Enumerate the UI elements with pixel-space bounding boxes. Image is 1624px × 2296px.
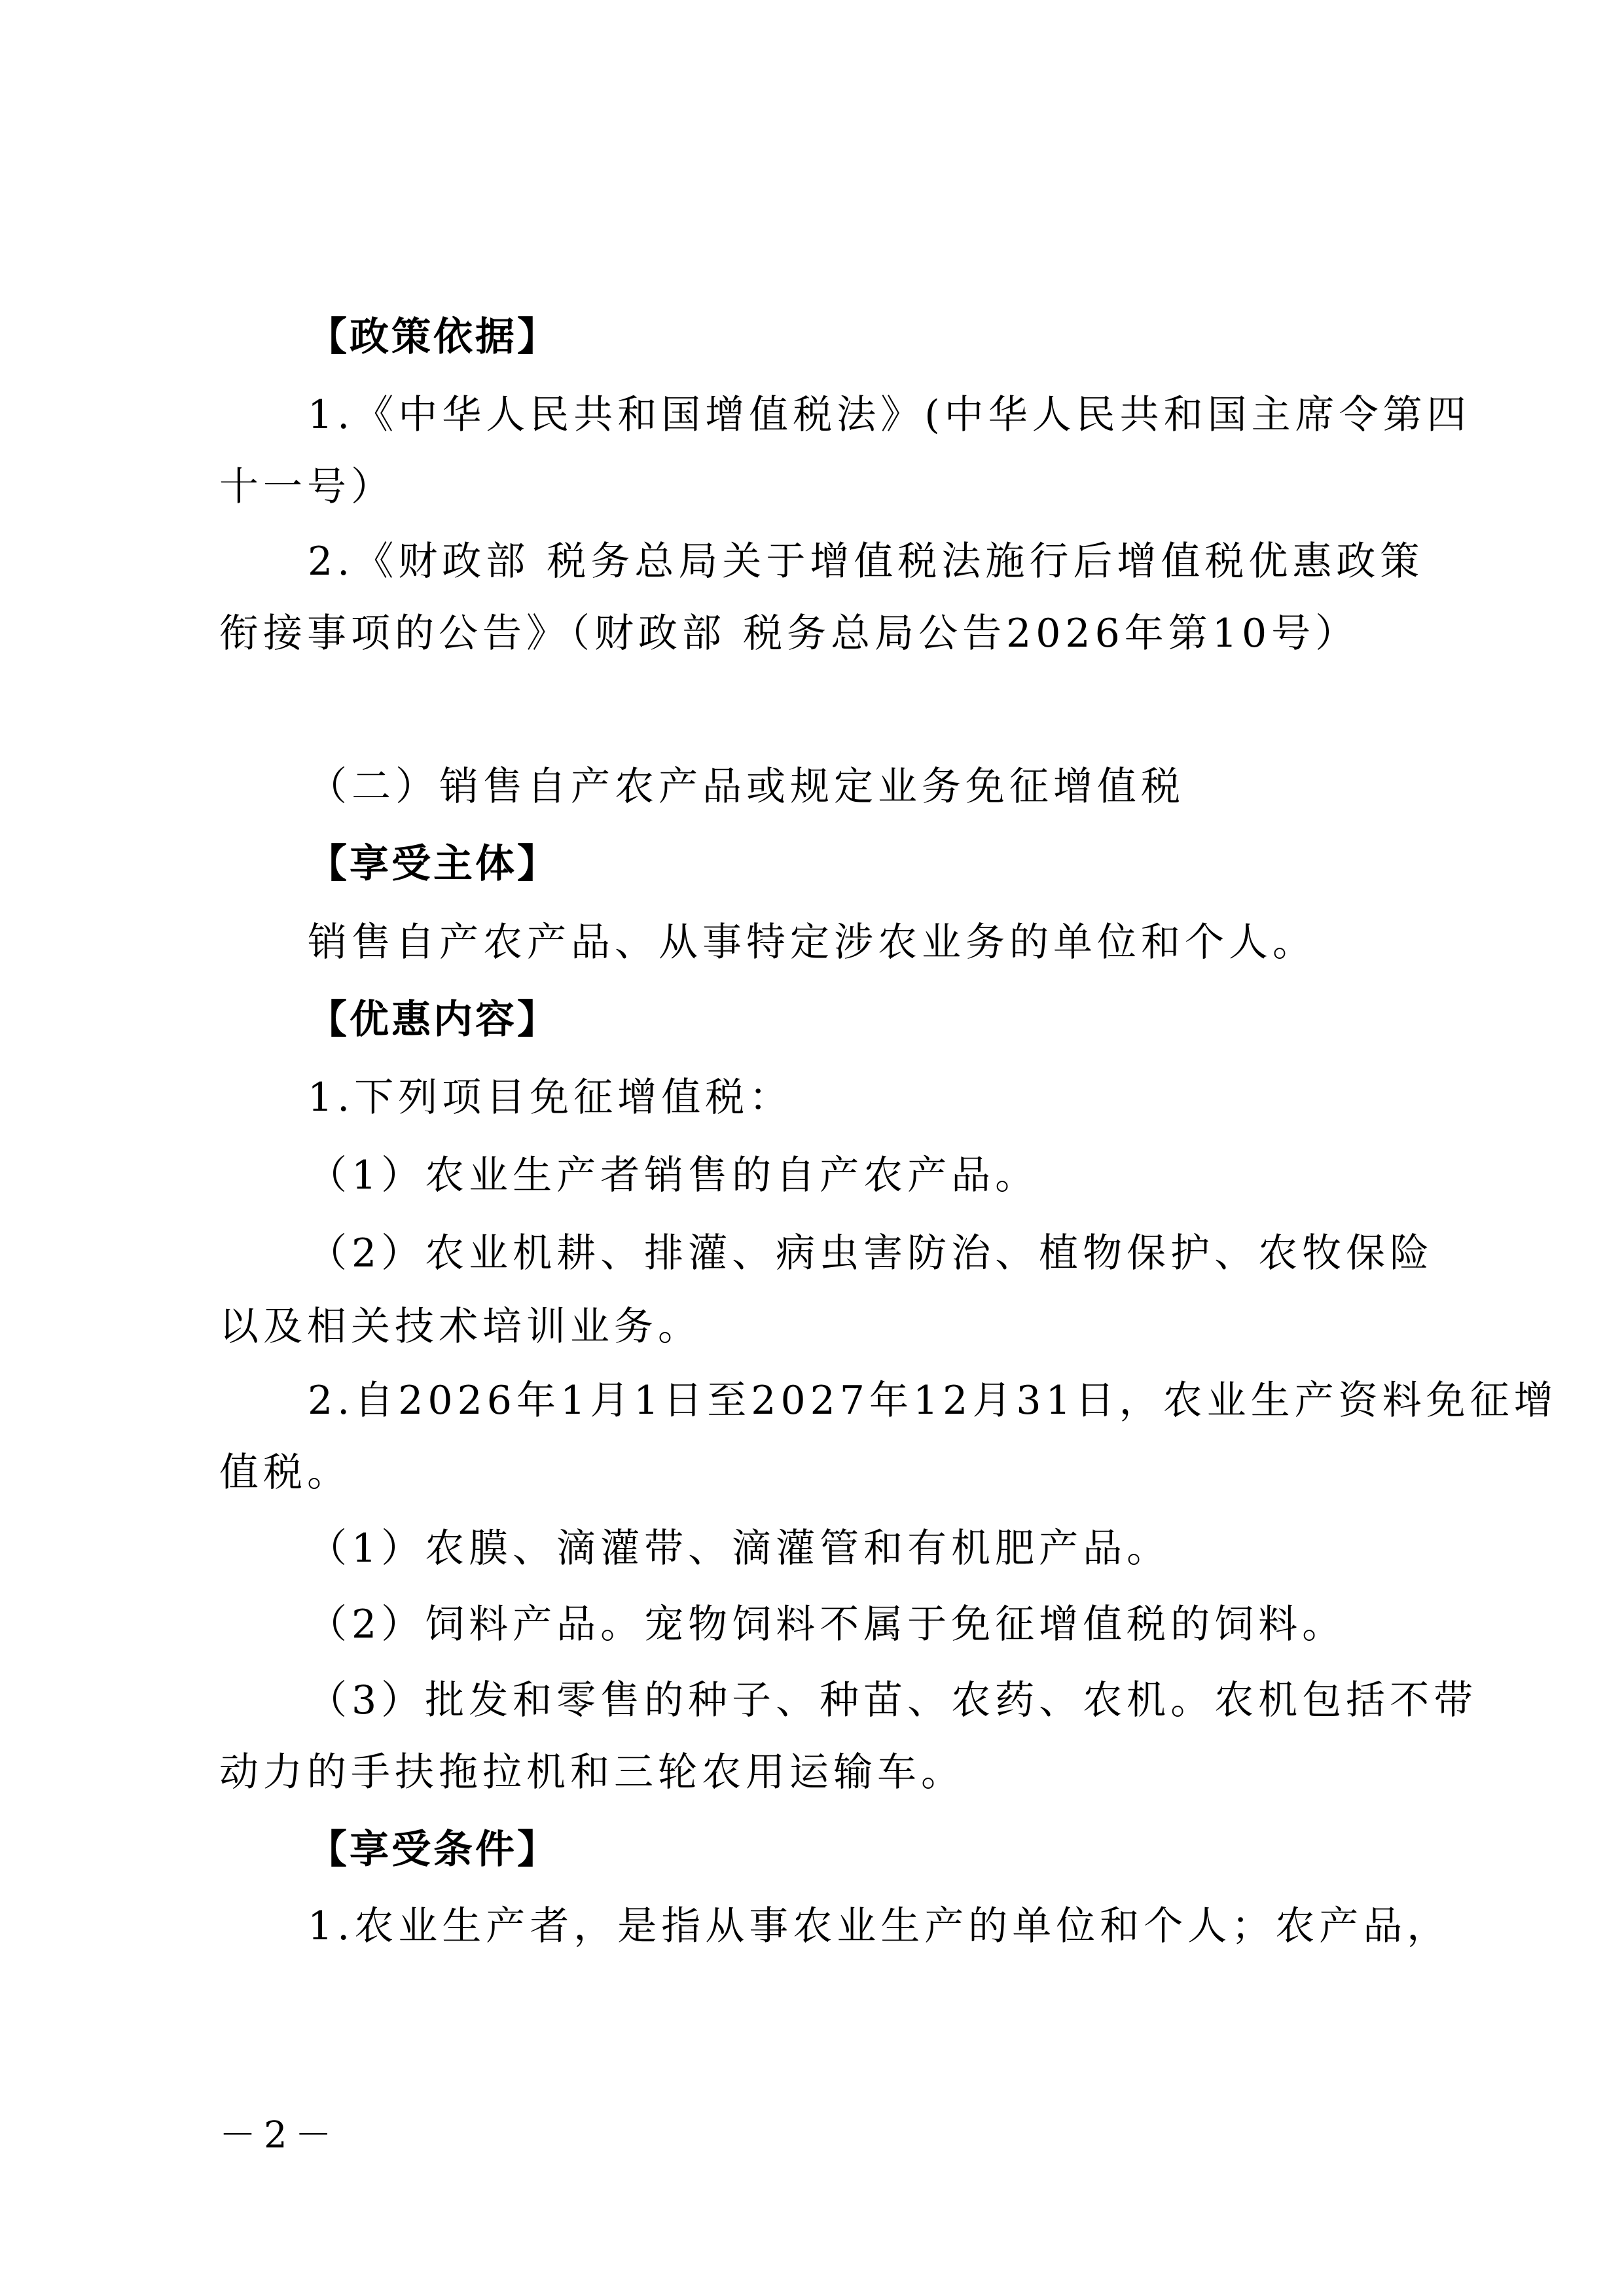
condition-line: 1.农业生产者，是指从事农业生产的单位和个人；农产品， <box>308 1903 1451 1949</box>
benefit-line: （1）农业生产者销售的自产农产品。 <box>308 1153 1039 1198</box>
subsection-title: （二）销售自产农产品或规定业务免征增值税 <box>308 764 1185 810</box>
page-number: －2－ <box>219 2114 340 2157</box>
benefit-heading: 【优惠内容】 <box>308 997 559 1043</box>
benefit-line: （3）批发和零售的种子、种苗、农药、农机。农机包括不带 <box>308 1677 1478 1723</box>
benefit-line: 1.下列项目免征增值税： <box>308 1075 793 1121</box>
subject-heading: 【享受主体】 <box>308 841 559 887</box>
policy-basis-item-2-line-1: 2.《财政部 税务总局关于增值税法施行后增值税优惠政策 <box>308 539 1424 584</box>
policy-basis-heading: 【政策依据】 <box>308 314 559 360</box>
benefit-line: 以及相关技术培训业务。 <box>219 1304 702 1350</box>
benefit-line: 动力的手扶拖拉机和三轮农用运输车。 <box>219 1749 965 1795</box>
subject-text: 销售自产农产品、从事特定涉农业务的单位和个人。 <box>308 920 1316 965</box>
benefit-line: 值税。 <box>219 1450 351 1496</box>
policy-basis-item-1-line-1: 1.《中华人民共和国增值税法》(中华人民共和国主席令第四 <box>308 392 1471 438</box>
condition-heading: 【享受条件】 <box>308 1827 559 1873</box>
benefit-line: （1）农膜、滴灌带、滴灌管和有机肥产品。 <box>308 1526 1171 1571</box>
policy-basis-item-2-line-2: 衔接事项的公告》（财政部 税务总局公告2026年第10号） <box>219 611 1360 656</box>
policy-basis-item-1-line-2: 十一号） <box>219 464 395 510</box>
benefit-line: （2）农业机耕、排灌、病虫害防治、植物保护、农牧保险 <box>308 1230 1434 1276</box>
benefit-line: 2.自2026年1月1日至2027年12月31日，农业生产资料免征增 <box>308 1378 1558 1424</box>
benefit-line: （2）饲料产品。宠物饲料不属于免征增值税的饲料。 <box>308 1602 1346 1647</box>
